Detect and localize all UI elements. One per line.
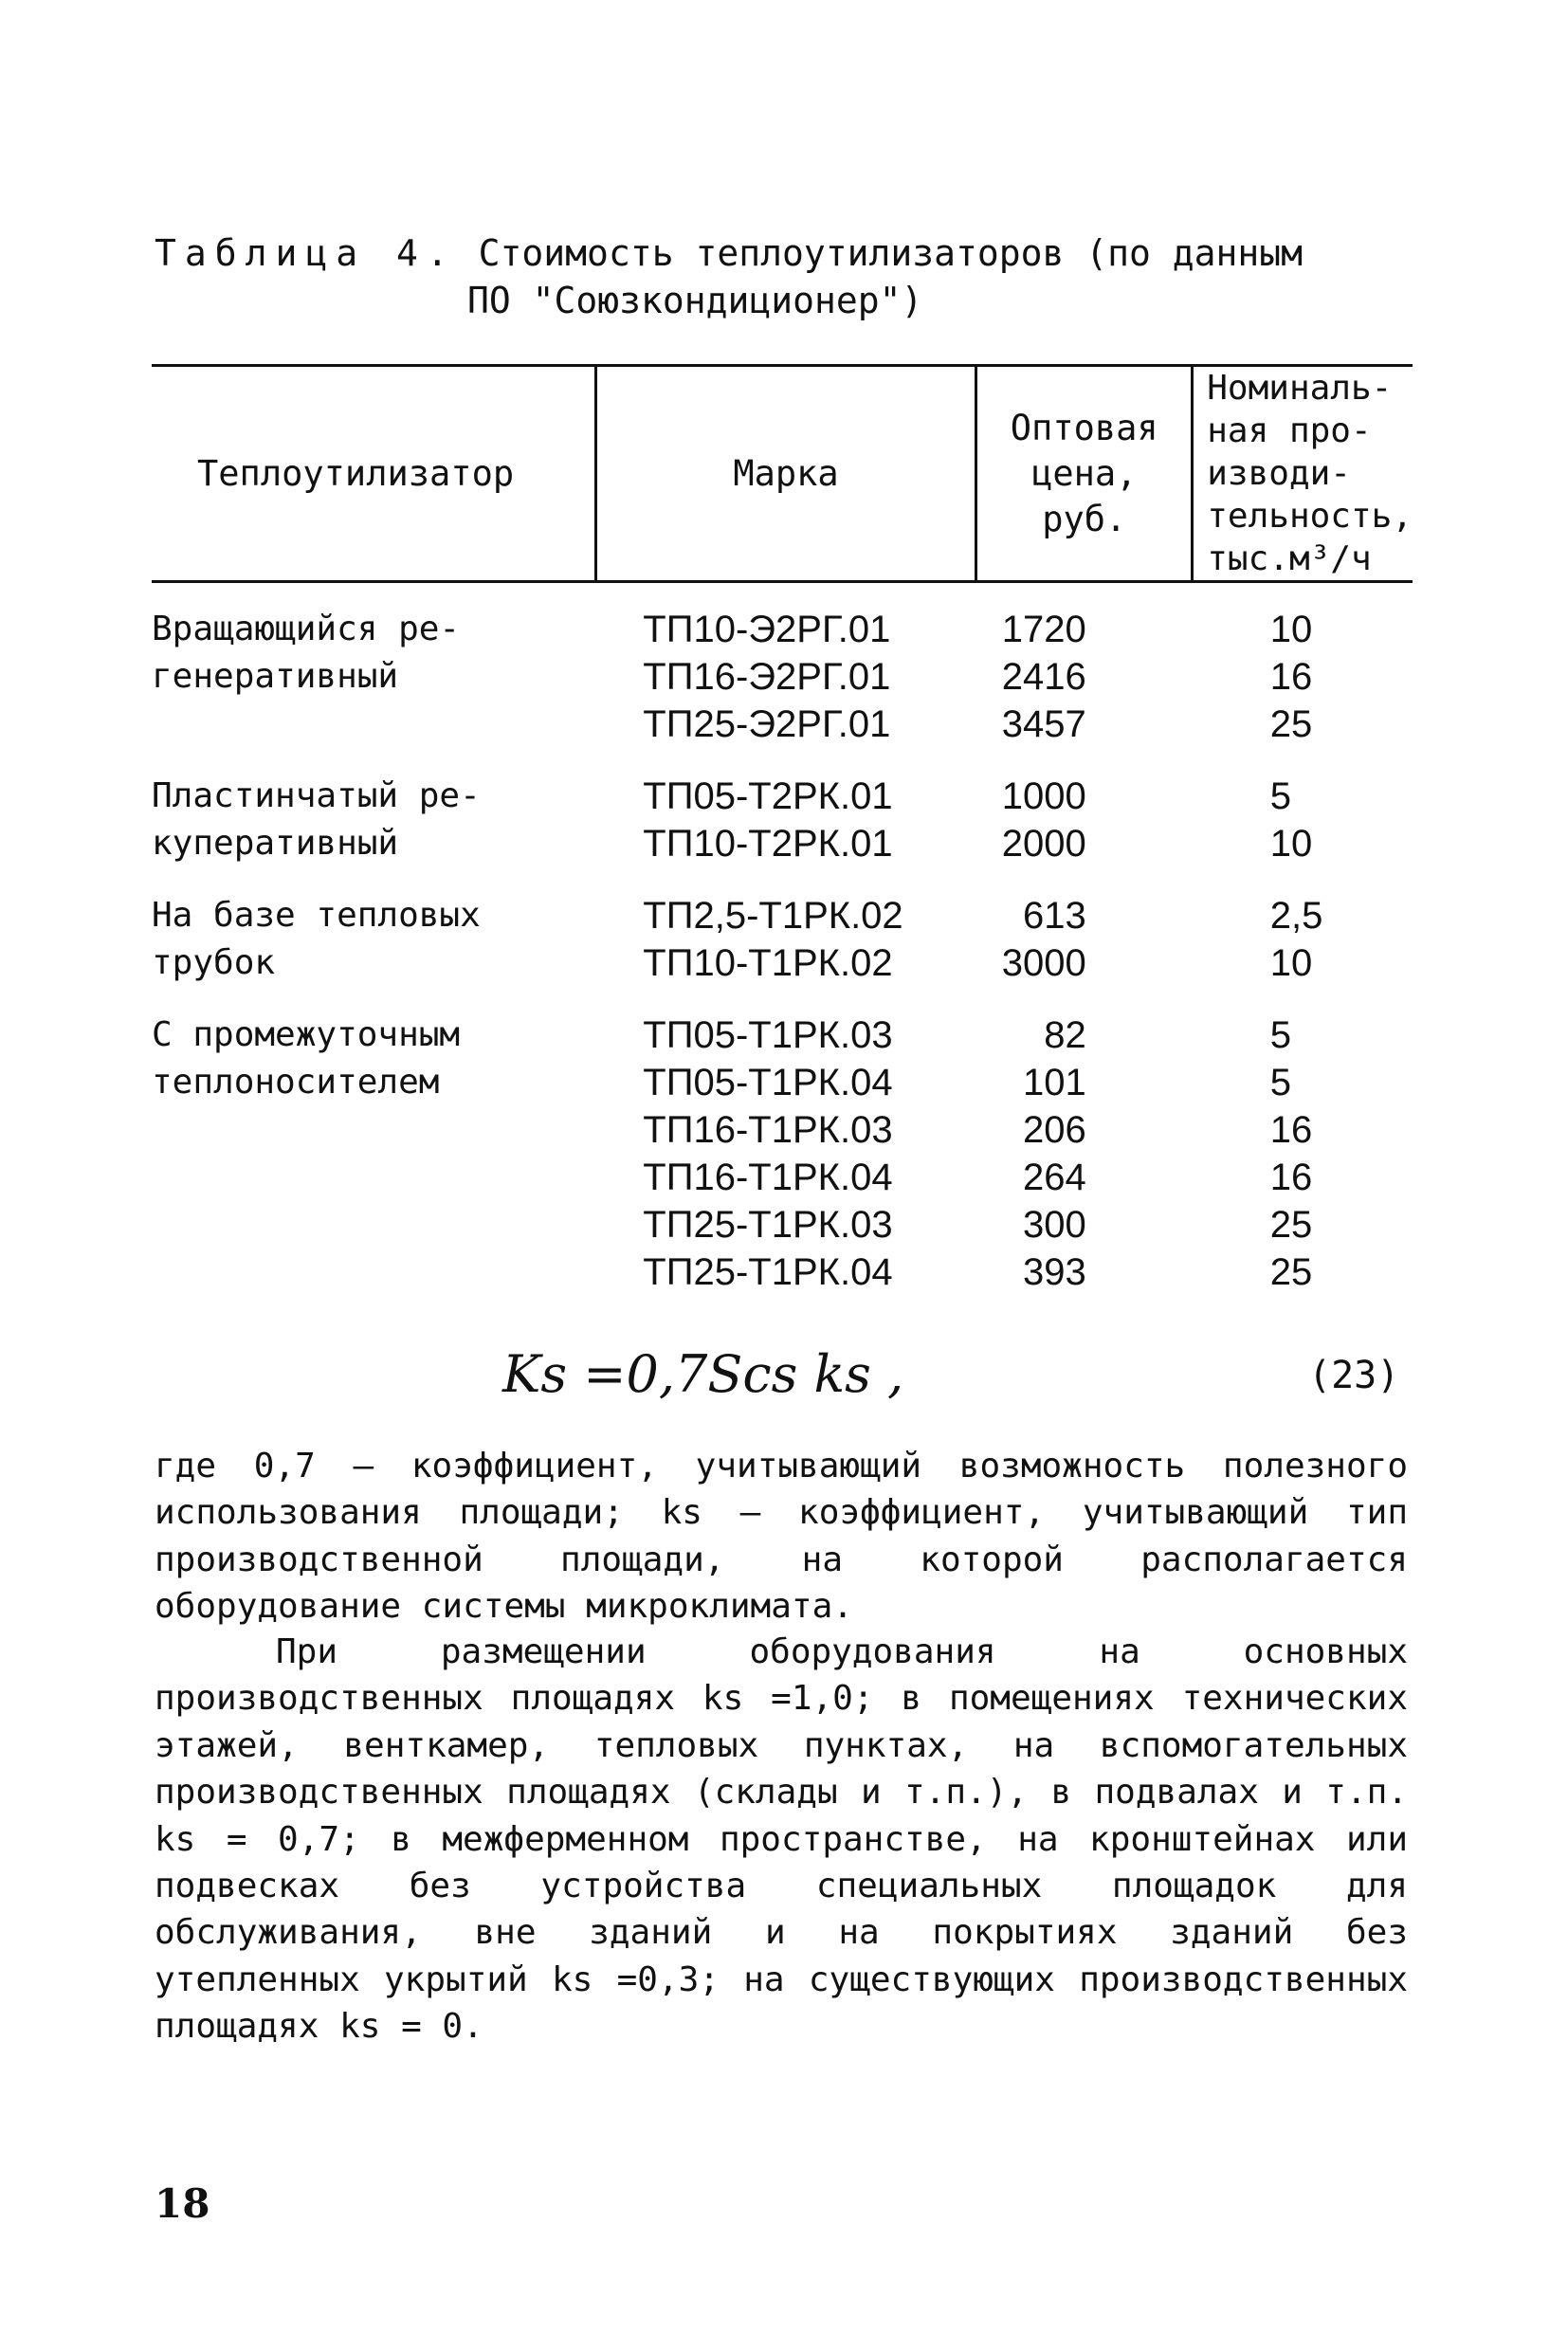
cell-brand: ТП16-Т1РК.04 [643,1157,893,1198]
cell-capacity: 25 [1269,1204,1313,1246]
table-row [152,1201,1413,1248]
cell-capacity: 5 [1269,1014,1291,1056]
cell-capacity: 10 [1269,942,1313,984]
cell-capacity: 16 [1269,656,1313,698]
cell-brand: ТП16-Т1РК.03 [643,1109,893,1151]
table-caption [155,229,1387,324]
cell-price: 2000 [1001,823,1086,865]
caption-line-2: ПО "Союзкондиционер") [467,280,923,321]
table-row [152,1059,1413,1106]
table-row [152,1248,1413,1296]
cell-type: теплоносителем [152,1063,440,1102]
table-row [152,701,1413,748]
cell-type: трубок [152,943,276,982]
cell-price: 1000 [1001,775,1086,817]
caption-line-1: Стоимость теплоутилизаторов (по данным [478,232,1304,274]
paragraph-2-text: При размещении оборудования на основных производственных площадях ks =1,0; в помещениях технических этажей, венткамер, тепловых пунктах, на вспомогательных производственных площадях (склады и т.п.), в подвалах и т.п. ks = 0,7; в межферменном пространстве, на кронштейнах или подвесках без устройства специальных площадок для обслуживания, вне зданий и на покрытиях зданий без утепленных укрытий ks =0,3; на существующих производственных площадях ks = 0. [155,1632,1408,2047]
cell-brand: ТП25-Т1РК.04 [643,1251,893,1293]
cell-type: Вращающийся ре- [152,610,461,648]
cell-brand: ТП25-Э2РГ.01 [643,703,891,745]
cell-price: 613 [1023,895,1086,937]
table-row [152,820,1413,867]
cell-capacity: 5 [1269,775,1291,817]
cell-capacity: 25 [1269,1251,1313,1293]
header-price-line: руб. [1042,498,1127,539]
caption-label: Таблица 4. [155,232,457,274]
cell-capacity: 16 [1269,1109,1313,1151]
formula: Ks =0,7Scs ks , [502,1344,904,1404]
header-brand: Марка [595,366,975,582]
cell-price: 264 [1023,1157,1086,1198]
cell-type [152,1201,595,1248]
cell-type: генеративный [152,657,399,696]
cell-price: 101 [1023,1062,1086,1103]
header-capacity-line: тельность, [1207,497,1413,536]
cell-capacity: 16 [1269,1157,1313,1198]
page-number: 18 [155,2180,210,2227]
cell-type: Пластинчатый ре- [152,776,481,815]
cell-brand: ТП25-Т1РК.03 [643,1204,893,1246]
paragraph-1: где 0,7 – коэффициент, учитывающий возможность полезного использования площади; ks – коэффициент, учитывающий тип производственной площади, на которой располагается оборудование системы микроклимата. [155,1447,1408,1627]
cell-type: куперативный [152,824,399,863]
table-row [152,987,1413,1059]
paragraph-2 [155,1629,1408,2050]
cell-price: 82 [1044,1014,1086,1056]
cell-type [152,1154,595,1201]
cost-table [152,364,1413,1296]
cell-capacity: 25 [1269,703,1313,745]
cell-type [152,1248,595,1296]
table-row [152,748,1413,820]
header-capacity [1193,366,1413,582]
cell-brand: ТП05-Т2РК.01 [643,775,893,817]
table-header-row [152,366,1413,582]
cell-price: 3000 [1001,942,1086,984]
equation-number: (23) [1308,1354,1400,1397]
cell-price: 3457 [1001,703,1086,745]
cell-capacity: 10 [1269,823,1313,865]
cell-type: С промежуточным [152,1015,461,1054]
cell-type: На базе тепловых [152,896,481,935]
table-row [152,867,1413,939]
cell-price: 206 [1023,1109,1086,1151]
cell-price: 1720 [1001,609,1086,650]
table-row [152,1106,1413,1154]
header-capacity-line: изводи- [1207,454,1351,493]
cell-brand: ТП10-Э2РГ.01 [643,609,891,650]
cell-brand: ТП10-Т1РК.02 [643,942,893,984]
cell-price: 393 [1023,1251,1086,1293]
header-capacity-line: Номиналь- [1207,369,1393,408]
table-row [152,939,1413,987]
cell-price: 2416 [1001,656,1086,698]
cell-brand: ТП10-Т2РК.01 [643,823,893,865]
cell-brand: ТП05-Т1РК.04 [643,1062,893,1103]
cell-type [152,1106,595,1154]
header-type: Теплоутилизатор [152,366,595,582]
cell-capacity: 10 [1269,609,1313,650]
cell-price: 300 [1023,1204,1086,1246]
header-price-line: цена, [1031,452,1138,494]
header-price-line: Оптовая [1010,407,1158,448]
table-row [152,1154,1413,1201]
cell-brand: ТП05-Т1РК.03 [643,1014,893,1056]
header-capacity-line: тыс.м³/ч [1207,539,1372,578]
cell-capacity: 2,5 [1269,895,1323,937]
header-capacity-line: ная про- [1207,411,1372,450]
cell-capacity: 5 [1269,1062,1291,1103]
table-body [152,582,1413,1297]
header-price [976,366,1193,582]
cell-brand: ТП16-Э2РГ.01 [643,656,891,698]
table-row [152,582,1413,654]
table-row [152,653,1413,701]
cell-brand: ТП2,5-Т1РК.02 [643,895,903,937]
cell-type [152,701,595,748]
